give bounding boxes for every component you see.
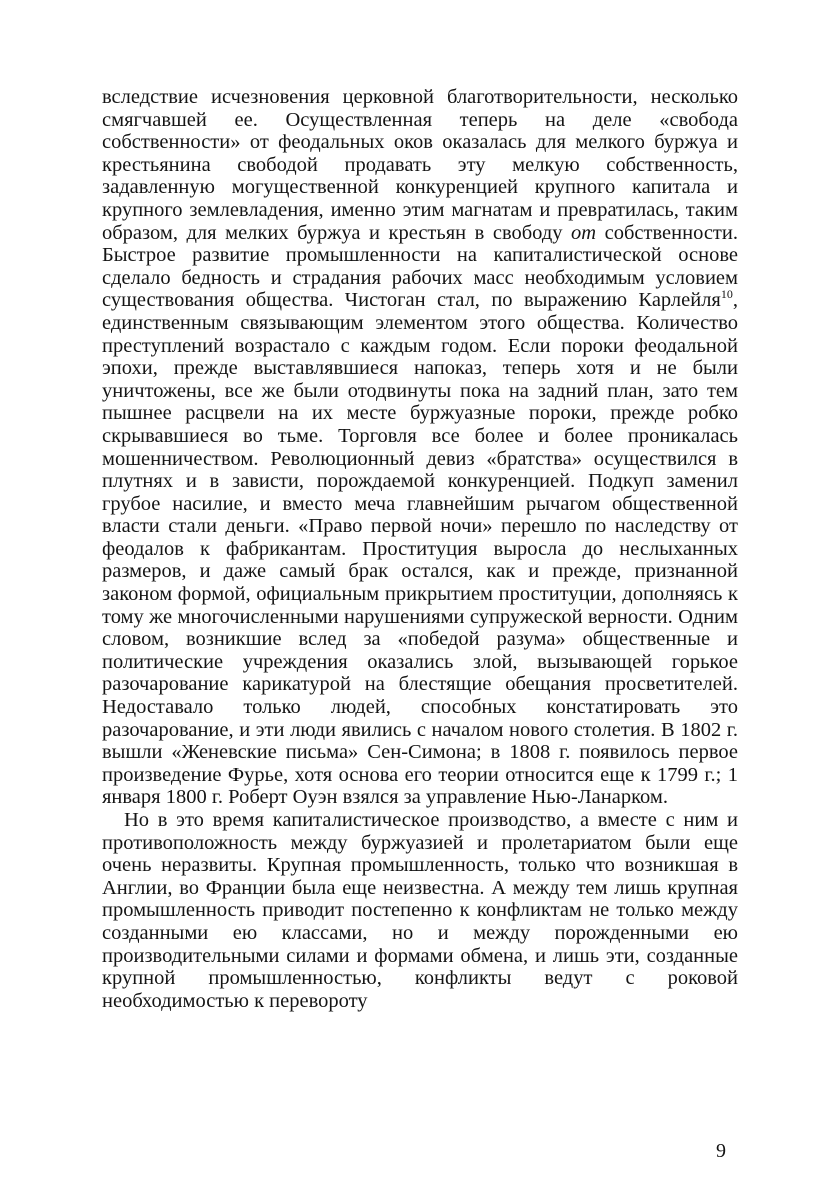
paragraph bbox=[102, 86, 738, 809]
text-span: вследствие исчезновения церковной благотворительности, несколько смягчавшей ее. Осуществленная теперь на деле «свобода собственности» от феодальных оков оказалась для мелкого буржуа и крестьянина свободой продавать эту мелкую собственность, задавленную могущественной конкуренцией крупного капитала и крупного землевладения, именно этим магнатам и превратилась, таким образом, для мелких буржуа и крестьян в свободу bbox=[102, 86, 738, 244]
text-span: , единственным связывающим элементом этого общества. Количество преступлений возрастало с каждым годом. Если пороки феодальной эпохи, прежде выставлявшиеся напоказ, теперь хотя и не были уничтожены, все же были отодвинуты пока на задний план, зато тем пышнее расцвели на их месте буржуазные пороки, прежде робко скрывавшиеся во тьме. Торговля все более и более проникалась мошенничеством. Революционный девиз «братства» осуществился в плутнях и в зависти, порождаемой конкуренцией. Подкуп заменил грубое насилие, и вместо меча главнейшим рычагом общественной власти стали деньги. «Право первой ночи» перешло по наследству от феодалов к фабрикантам. Проституция выросла до неслыханных размеров, и даже самый брак остался, как и прежде, признанной законом формой, официальным прикрытием проституции, дополняясь к тому же многочисленными нарушениями супружеской верности. Одним словом, возникшие вслед за «победой разума» общественные и политические учреждения оказались злой, вызывающей горькое разочарование карикатурой на блестящие обещания просветителей. Недоставало только людей, способных констатировать это разочарование, и эти люди явились с началом нового столетия. В 1802 г. вышли «Женевские письма» Сен-Симона; в 1808 г. появилось первое произведение Фурье, хотя основа его теории относится еще к 1799 г.; 1 января 1800 г. Роберт Оуэн взялся за управление Нью-Ланарком. bbox=[102, 289, 738, 809]
text-span: собственности. Быстрое развитие промышленности на капиталистической основе сделало бедность и страдания рабочих масс необходимым условием существования общества. Чистоган стал, по выражению Карлейля bbox=[102, 221, 738, 312]
page-number: 9 bbox=[716, 1140, 726, 1162]
paragraph bbox=[102, 809, 738, 1012]
text-span: Но в это время капиталистическое производство, а вместе с ним и противоположность между буржуазией и пролетариатом были еще очень неразвиты. Крупная промышленность, только что возникшая в Англии, во Франции была еще неизвестна. А между тем лишь крупная промышленность приводит постепенно к конфликтам не только между созданными ею классами, но и между порожденными ею производительными силами и формами обмена, и лишь эти, созданные крупной промышленностью, конфликты ведут с роковой необходимостью к перевороту bbox=[102, 809, 738, 1012]
body-text bbox=[102, 86, 738, 1012]
italic-text: от bbox=[571, 221, 597, 244]
footnote-ref: 10 bbox=[720, 287, 733, 302]
